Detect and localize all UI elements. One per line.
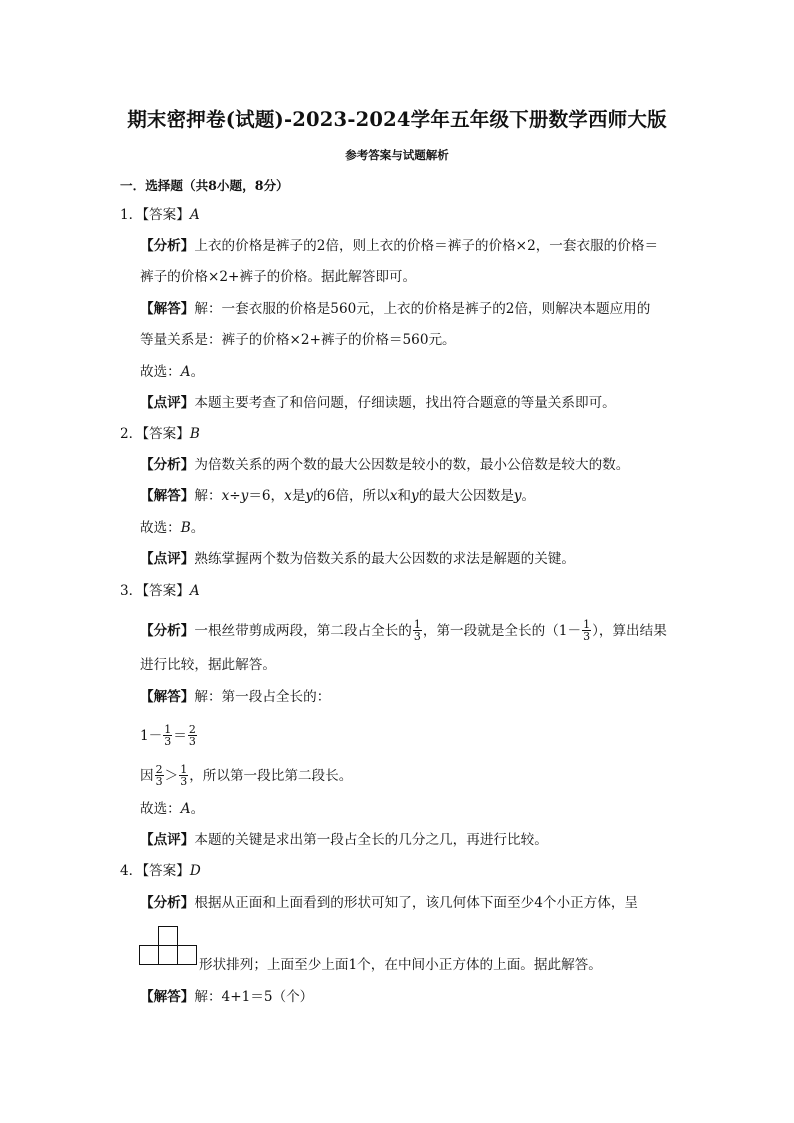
- choose-suffix: 。: [190, 364, 205, 380]
- q2-sol-f: 的最大公因数是: [418, 488, 514, 504]
- comment-tag: 【点评】: [140, 832, 195, 848]
- q2-answer-line: [120, 425, 200, 443]
- q2-choose-line: [140, 519, 204, 537]
- analysis-tag: 【分析】: [140, 238, 195, 254]
- comment-tag: 【点评】: [140, 395, 195, 411]
- q3-comparison: [140, 765, 352, 788]
- answer-tag: 【答案】: [142, 426, 190, 442]
- q3-answer-line: [120, 582, 200, 600]
- answer-tag: 【答案】: [142, 583, 190, 599]
- q4-analysis-line-2: 形状排列；上面至少上面1个，在中间小正方体的上面。据此解答。: [199, 957, 602, 973]
- q2-sol-e: 和: [397, 488, 411, 504]
- numerator: 1: [164, 723, 172, 736]
- q1-answer-line: [120, 206, 200, 224]
- numerator: 1: [583, 618, 591, 631]
- q3-analysis-line-2: 进行比较，据此解答。: [140, 657, 276, 673]
- page-title: 期末密押卷(试题)-2023-2024学年五年级下册数学西师大版: [127, 108, 667, 131]
- choose-prefix: 故选：: [140, 801, 181, 817]
- q2-number: 2．: [120, 426, 143, 442]
- fraction-one-third: [413, 619, 422, 642]
- fraction-one-third: [582, 619, 591, 642]
- var-y: y: [305, 488, 314, 504]
- q2-comment-line: [140, 550, 575, 568]
- q2-sol-b: ＝6，: [248, 488, 285, 504]
- q1-solution-text-1: 解：一套衣服的价格是560元，上衣的价格是裤子的2倍，则解决本题应用的: [194, 301, 651, 317]
- analysis-tag: 【分析】: [140, 457, 195, 473]
- analysis-tag: 【分析】: [140, 623, 195, 639]
- q4-number: 4．: [120, 863, 143, 879]
- q3-analysis-c: ），算出结果: [592, 623, 667, 639]
- q1-analysis-text-1: 上衣的价格是裤子的2倍，则上衣的价格＝裤子的价格×2，一套衣服的价格＝: [194, 238, 659, 254]
- q3-analysis-a: 一根丝带剪成两段，第二段占全长的: [194, 623, 412, 639]
- q2-analysis-text: 为倍数关系的两个数的最大公因数是较小的数，最小公倍数是较大的数。: [194, 457, 630, 473]
- q3-equation: [140, 725, 198, 748]
- q2-answer: B: [189, 426, 200, 442]
- var-x: x: [284, 488, 292, 504]
- q1-choose-value: A: [180, 364, 191, 380]
- q4-analysis-text-1: 根据从正面和上面看到的形状可知了，该几何体下面至少4个小正方体，呈: [194, 895, 639, 911]
- q3-comment-line: [140, 831, 548, 849]
- q3-number: 3．: [120, 583, 143, 599]
- choose-suffix: 。: [190, 520, 205, 536]
- q3-solution-line-1: [140, 688, 330, 706]
- q3-answer: A: [189, 583, 200, 599]
- numerator: 1: [413, 618, 421, 631]
- denominator: 3: [583, 630, 591, 643]
- choose-prefix: 故选：: [140, 364, 181, 380]
- q2-sol-c: 是: [291, 488, 306, 504]
- numerator: 2: [188, 723, 196, 736]
- numerator: 1: [180, 763, 188, 776]
- answer-tag: 【答案】: [142, 863, 190, 879]
- q2-comment-text: 熟练掌握两个数为倍数关系的最大公因数的求法是解题的关键。: [194, 551, 575, 567]
- q3-analysis-b: ，第一段就是全长的（1－: [422, 623, 582, 639]
- q2-solution-line: [140, 487, 535, 505]
- cmp-b: ＞: [164, 768, 179, 784]
- q1-choose-line: [140, 363, 204, 381]
- q4-answer-line: [120, 862, 201, 880]
- comment-tag: 【点评】: [140, 551, 195, 567]
- analysis-tag: 【分析】: [140, 895, 195, 911]
- solution-tag: 【解答】: [140, 488, 195, 504]
- solution-tag: 【解答】: [140, 689, 195, 705]
- q1-answer: A: [189, 207, 200, 223]
- q1-analysis-line-2: 裤子的价格×2+裤子的价格。据此解答即可。: [140, 269, 417, 285]
- answer-tag: 【答案】: [142, 207, 190, 223]
- cube-arrangement-figure: [138, 925, 200, 969]
- var-y: y: [411, 488, 419, 504]
- denominator: 3: [180, 775, 188, 788]
- cmp-a: 因: [140, 768, 154, 784]
- q3-analysis-line-1: [140, 620, 667, 643]
- fraction-two-thirds: [155, 764, 164, 787]
- section-heading: 一．选择题（共8小题，8分）: [120, 178, 289, 193]
- var-x: x: [221, 488, 230, 504]
- eq-a: 1－: [140, 728, 163, 744]
- q1-solution-line-2: 等量关系是：裤子的价格×2+裤子的价格＝560元。: [140, 332, 456, 348]
- fraction-one-third: [179, 764, 188, 787]
- q1-solution-line-1: [140, 300, 650, 318]
- denominator: 3: [155, 775, 163, 788]
- choose-suffix: 。: [190, 801, 205, 817]
- q4-solution-text-1: 解：4+1＝5（个）: [194, 989, 314, 1005]
- var-x: x: [389, 488, 398, 504]
- denominator: 3: [164, 735, 172, 748]
- q2-sol-g: 。: [521, 488, 536, 504]
- page-subtitle: 参考答案与试题解析: [345, 148, 449, 162]
- q3-solution-text-1: 解：第一段占全长的：: [194, 689, 331, 705]
- q1-comment-line: [140, 394, 616, 412]
- q3-comment-text: 本题的关键是求出第一段占全长的几分之几，再进行比较。: [194, 832, 548, 848]
- denominator: 3: [188, 735, 196, 748]
- var-y: y: [513, 488, 522, 504]
- q2-sol-d: 的6倍，所以: [313, 488, 390, 504]
- var-y: y: [240, 488, 249, 504]
- q2-choose-value: B: [180, 520, 191, 536]
- divide-sign: ÷: [229, 488, 241, 504]
- q3-choose-value: A: [180, 801, 191, 817]
- q1-number: 1．: [120, 207, 143, 223]
- q1-analysis-line-1: [140, 237, 658, 255]
- q4-analysis-line-1: [140, 894, 638, 912]
- cmp-c: ，所以第一段比第二段长。: [189, 768, 353, 784]
- choose-prefix: 故选：: [140, 520, 181, 536]
- eq-b: ＝: [173, 728, 187, 744]
- q2-analysis-line: [140, 456, 629, 474]
- q4-solution-line-1: [140, 988, 313, 1006]
- q4-answer: D: [189, 863, 201, 879]
- denominator: 3: [413, 630, 421, 643]
- q2-sol-a: 解：: [194, 488, 222, 504]
- q1-comment-text: 本题主要考查了和倍问题，仔细读题，找出符合题意的等量关系即可。: [194, 395, 616, 411]
- q3-choose-line: [140, 800, 204, 818]
- numerator: 2: [155, 763, 163, 776]
- solution-tag: 【解答】: [140, 301, 195, 317]
- solution-tag: 【解答】: [140, 989, 195, 1005]
- fraction-one-third: [163, 724, 172, 747]
- fraction-two-thirds: [188, 724, 197, 747]
